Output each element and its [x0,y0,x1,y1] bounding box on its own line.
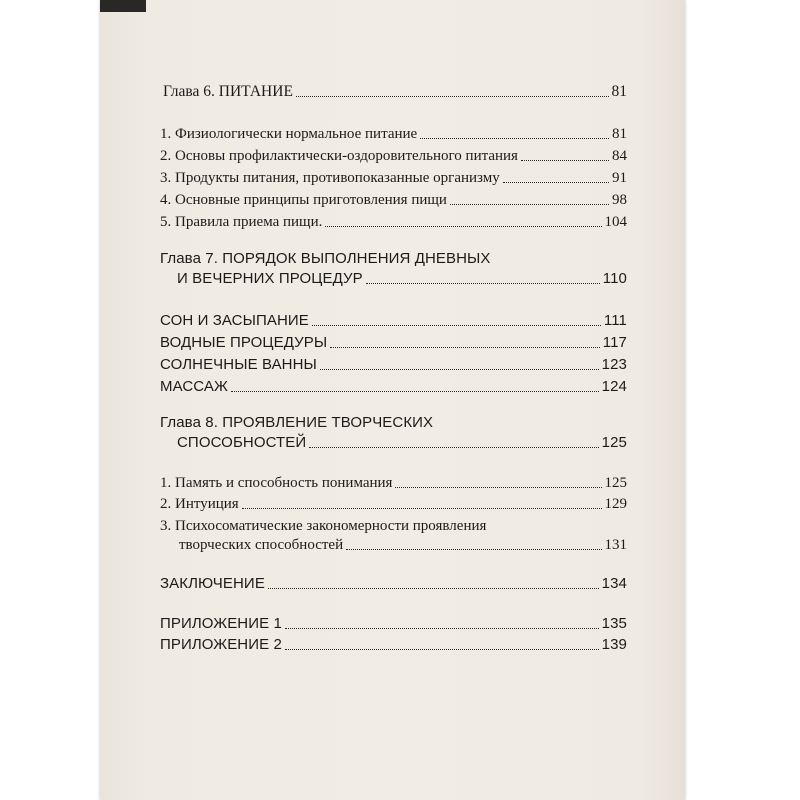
toc-chapter-7 [177,270,627,288]
toc-appendix-1 [160,615,627,633]
toc-entry-7-1 [160,312,627,330]
toc-page-number: 81 [611,83,627,100]
toc-entry-8-3-line1: 3. Психосоматические закономерности проявления [160,518,487,534]
dot-leader [242,508,602,509]
dot-leader [296,96,609,97]
toc-entry-6-5 [160,213,627,231]
dot-leader [395,487,601,488]
toc-entry-7-4 [160,378,627,396]
dot-leader [312,325,601,326]
toc-page-number: 129 [604,496,627,512]
toc-entry-title: И ВЕЧЕРНИХ ПРОЦЕДУР [177,270,363,287]
toc-entry-title: творческих способностей [179,537,344,553]
toc-entry-title: ВОДНЫЕ ПРОЦЕДУРЫ [160,334,328,351]
toc-chapter-6 [163,83,627,101]
toc-entry-title: 4. Основные принципы приготовления пищи [160,192,447,208]
toc-entry-6-2 [160,147,627,165]
toc-chapter-8 [177,434,627,452]
toc-entry-title: ПРИЛОЖЕНИЕ 2 [160,636,282,653]
toc-page-number: 104 [604,214,627,230]
toc-entry-title: ПРИЛОЖЕНИЕ 1 [160,615,282,632]
toc-page-number: 124 [601,378,627,395]
dot-leader [309,447,598,448]
dot-leader [285,649,599,650]
toc-appendix-2 [160,636,627,654]
dot-leader [330,347,600,348]
toc-entry-title: 1. Память и способность понимания [160,475,393,491]
toc-page-number: 111 [603,312,627,329]
toc-page-number: 98 [612,192,627,208]
toc-chapter-8-line1: Глава 8. ПРОЯВЛЕНИЕ ТВОРЧЕСКИХ [160,414,434,431]
dot-leader [420,138,609,139]
toc-page-number: 135 [601,615,627,632]
dot-leader [521,160,609,161]
toc-page-number: 84 [612,148,627,164]
toc-entry-7-2 [160,334,627,352]
toc-page-number: 117 [602,334,627,351]
toc-entry-8-2 [160,495,627,513]
toc-entry-8-1 [160,474,627,492]
toc-page-number: 131 [604,537,627,553]
toc-chapter-7-line1: Глава 7. ПОРЯДОК ВЫПОЛНЕНИЯ ДНЕВНЫХ [160,250,491,267]
dot-leader [366,283,600,284]
dot-leader [320,369,599,370]
toc-page-number: 134 [601,575,627,592]
dot-leader [450,204,609,205]
toc-entry-title: 5. Правила приема пищи. [160,214,323,230]
toc-page-number: 139 [601,636,627,653]
toc-entry-title: Глава 6. ПИТАНИЕ [163,83,293,100]
toc-conclusion [160,575,627,593]
toc-entry-title: 2. Основы профилактически-оздоровительного питания [160,148,518,164]
toc-entry-8-3 [179,536,627,554]
toc-page-number: 125 [601,434,627,451]
toc-page-number: 123 [601,356,627,373]
toc-entry-title: 2. Интуиция [160,496,239,512]
toc-page-number: 125 [604,475,627,491]
toc-entry-title: ЗАКЛЮЧЕНИЕ [160,575,265,592]
dot-leader [285,628,599,629]
toc-entry-6-1 [160,125,627,143]
toc-entry-title: МАССАЖ [160,378,228,395]
toc-entry-6-3 [160,169,627,187]
dot-leader [231,391,599,392]
toc-page-number: 110 [602,270,627,287]
toc-entry-title: СОЛНЕЧНЫЕ ВАННЫ [160,356,317,373]
toc-page-number: 81 [612,126,627,142]
dot-leader [325,226,601,227]
dot-leader [346,549,601,550]
dot-leader [503,182,609,183]
toc-entry-title: СПОСОБНОСТЕЙ [177,434,307,451]
toc-entry-title: 1. Физиологически нормальное питание [160,126,418,142]
toc-entry-7-3 [160,356,627,374]
toc-page-number: 91 [612,170,627,186]
dot-leader [268,588,599,589]
toc-entry-title: СОН И ЗАСЫПАНИЕ [160,312,309,329]
toc-entry-title: 3. Продукты питания, противопоказанные организму [160,170,500,186]
toc-entry-6-4 [160,191,627,209]
